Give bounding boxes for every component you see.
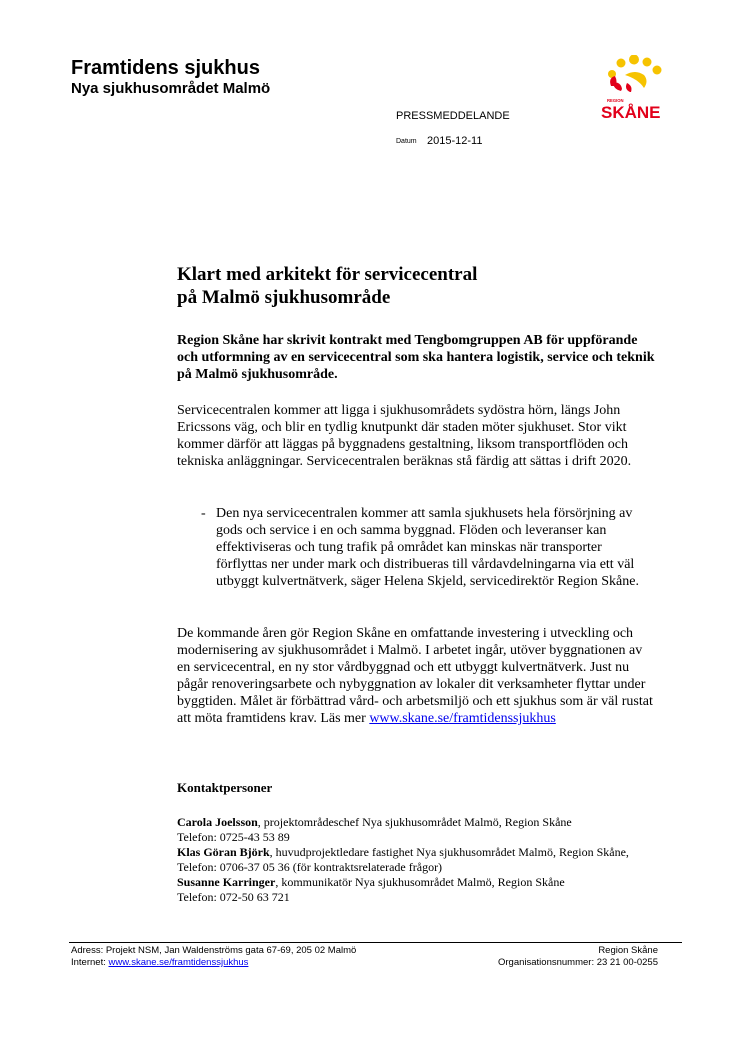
paragraph-2-text: De kommande åren gör Region Skåne en omfattande investering i utveckling och modernisering av sjukhusområdet i Malmö. I arbetet ingår, utöver byggnationen av en servicecentral, en ny stor vårdbyggnad och ett utbyggt kulvertnätverk. Just nu pågår renoveringsarbete och nybyggnation av lokaler dit verksamheter flyttar under byggtiden. Målet är förbättrad vård- och arbetsmiljö och ett sjukhus som är väl rustat att möta framtidens krav. Läs mer [177,626,653,726]
contact-details: , projektområdeschef Nya sjukhusområdet Malmö, Region Skåne [257,815,572,829]
contact-name: Susanne Karringer [177,875,276,889]
page-title: Framtidens sjukhus [71,57,260,79]
article-paragraph-2 [177,625,657,727]
contacts-heading: Kontaktpersoner [177,780,273,795]
contact-phone: Telefon: 072-50 63 721 [177,890,290,904]
logo-name-text: SKÅNE [601,103,661,122]
headline-line-2: på Malmö sjukhusområde [177,287,391,308]
headline-line-1: Klart med arkitekt för servicecentral [177,264,478,285]
quote-dash: - [201,506,206,521]
contact-name: Klas Göran Björk [177,845,270,859]
logo-region-text: REGION [607,98,624,103]
contact-details: , kommunikatör Nya sjukhusområdet Malmö, Region Skåne [275,875,565,889]
contacts-list [177,815,657,905]
contact-details: , huvudprojektledare fastighet Nya sjukhusområdet Malmö, Region Skåne, Telefon: 0706-37 05 36 (för kontraktsrelaterade frågor) [177,845,629,874]
footer-divider [69,942,682,943]
document-type: PRESSMEDDELANDE [396,110,510,122]
footer-internet-link[interactable]: www.skane.se/framtidenssjukhus [108,957,249,968]
footer-address: Adress: Projekt NSM, Jan Waldenströms gata 67-69, 205 02 Malmö [71,945,357,956]
article-headline [177,263,477,309]
article-paragraph-1: Servicecentralen kommer att ligga i sjukhusområdets sydöstra hörn, längs John Ericssons väg, och blir en tydlig knutpunkt där staden möter sjukhuset. Stor vikt kommer därför att läggas på byggnadens gestaltning, liksom transportflöden och tekniska anläggningar. Servicecentralen beräknas stå färdig att sättas i drift 2020. [177,403,632,469]
footer-organization: Region Skåne [598,945,658,956]
article-lead: Region Skåne har skrivit kontrakt med Tengbomgruppen AB för uppförande och utformning av en servicecentral som ska hantera logistik, service och teknik på Malmö sjukhusområde. [177,333,655,382]
article-quote: Den nya servicecentralen kommer att samla sjukhusets hela försörjning av gods och service i en och samma byggnad. Flöden och leveranser kan effektiviseras och tung trafik på området kan minskas när transporter förflyttas ner under mark och distribueras till vårdavdelningarna via ett väl utbyggt kulvertnätverk, säger Helena Skjeld, servicedirektör Region Skåne. [216,506,639,589]
region-skane-logo [597,55,675,123]
page-subtitle: Nya sjukhusområdet Malmö [71,80,271,97]
date-label: Datum [396,138,417,145]
contact-name: Carola Joelsson [177,815,258,829]
footer-internet [71,957,248,969]
read-more-link[interactable]: www.skane.se/framtidenssjukhus [369,711,556,726]
date-value: 2015-12-11 [427,135,483,147]
footer-internet-label: Internet: [71,957,106,968]
sun-rays-icon [608,55,662,92]
contact-phone: Telefon: 0725-43 53 89 [177,830,290,844]
footer-org-number: Organisationsnummer: 23 21 00-0255 [497,957,658,968]
